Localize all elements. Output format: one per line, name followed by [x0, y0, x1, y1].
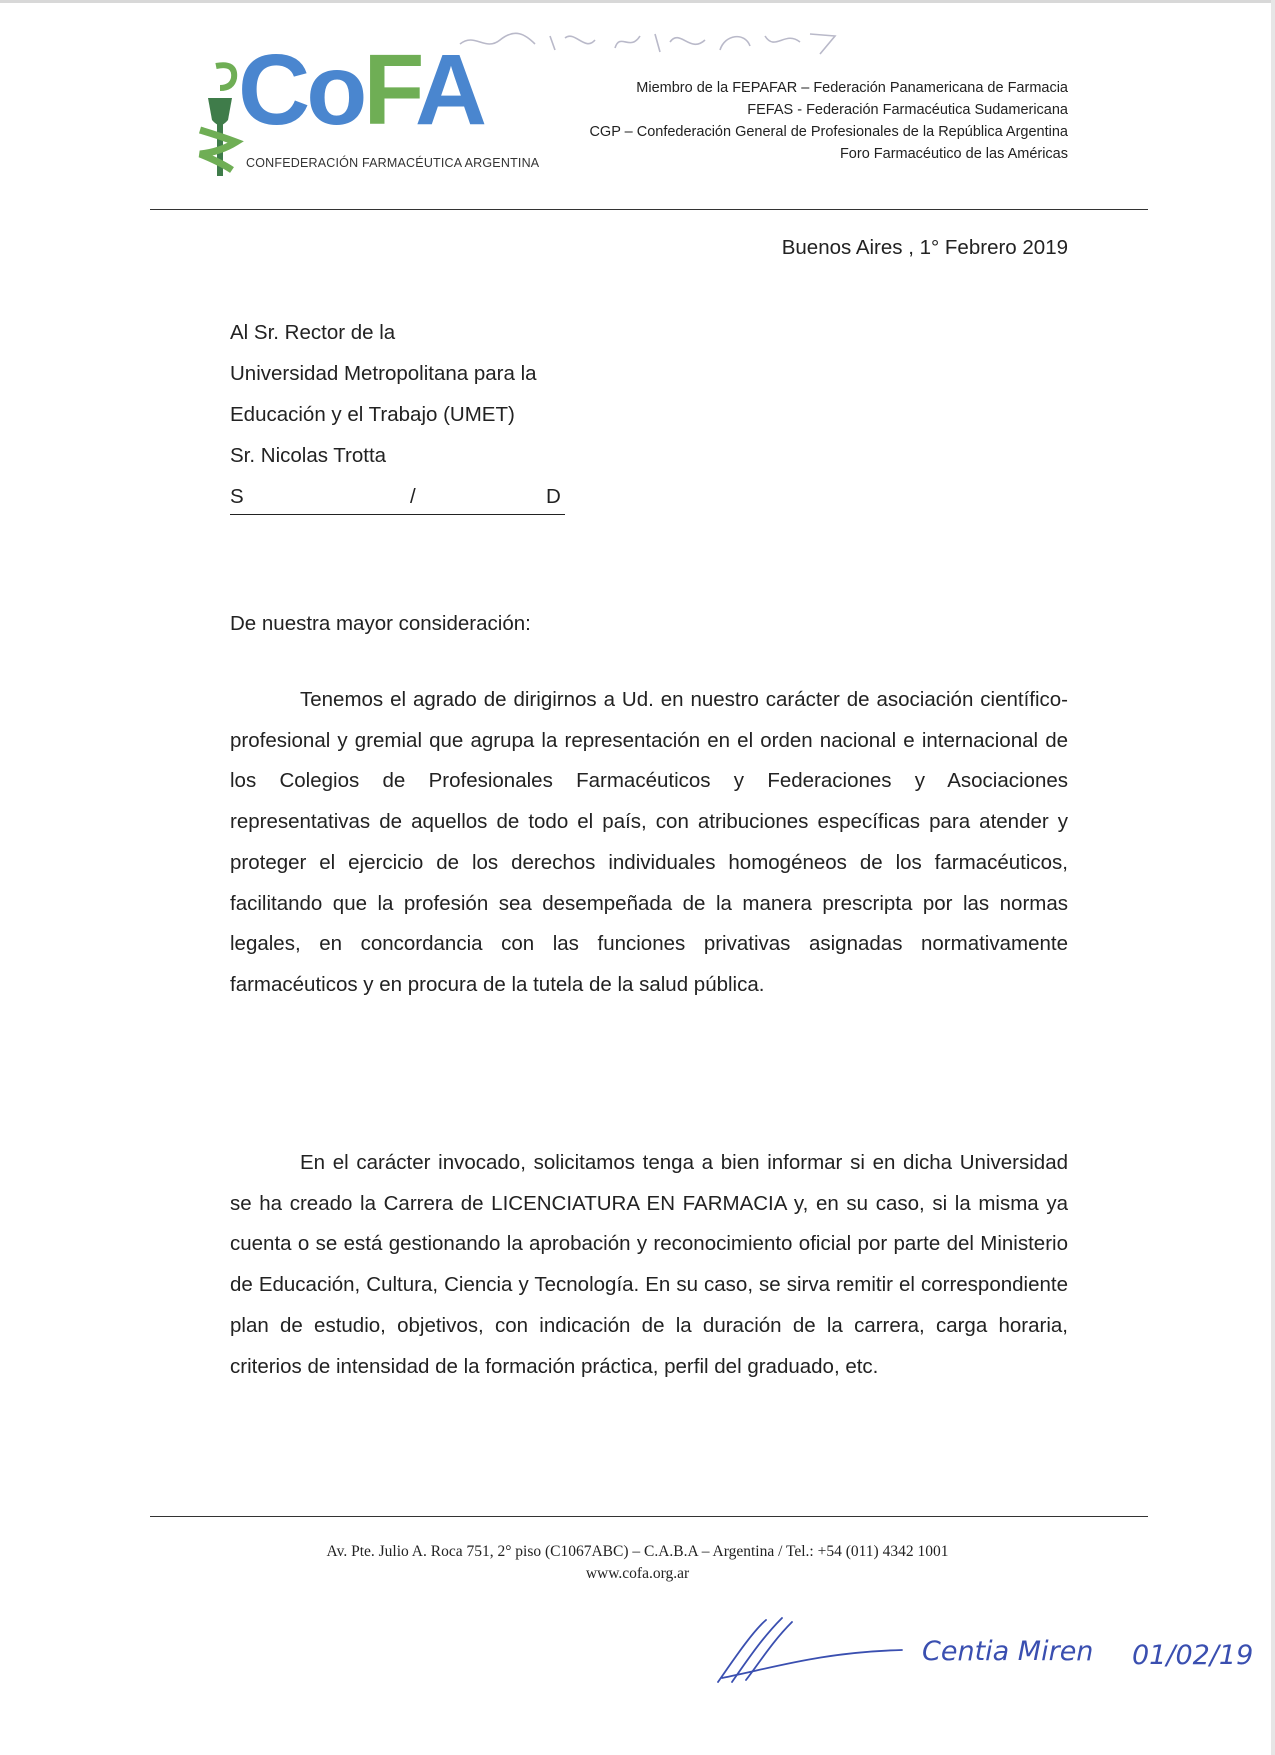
- addressee-line: Sr. Nicolas Trotta: [230, 444, 387, 467]
- addressee-block: [230, 312, 565, 515]
- salutation: De nuestra mayor consideración:: [230, 612, 531, 635]
- footer-divider: [150, 1516, 1148, 1517]
- body-paragraph: Tenemos el agrado de dirigirnos a Ud. en nuestro carácter de asociación científico-profesional y gremial que agrupa la representación en el orden nacional e internacional de los Colegios de Profesionales Farmacéuticos y Federaciones y Asociaciones representativas de aquellos de todo el país, con atribuciones específicas para atender y proteger el ejercicio de los derechos individuales homogéneos de los farmacéuticos, facilitando que la profesión sea desempeñada de la manera prescripta por las normas legales, en concordancia con las funciones privativas asignadas normativamente farmacéuticos y en procura de la tutela de la salud pública.: [230, 688, 1068, 996]
- page-edge: [0, 0, 1275, 3]
- header-divider: [150, 209, 1148, 210]
- page-edge: [1271, 0, 1275, 1755]
- logo-subtitle: CONFEDERACIÓN FARMACÉUTICA ARGENTINA: [246, 156, 540, 170]
- received-stamp-scribble: [455, 22, 865, 62]
- logo-wordmark: CoFA: [238, 34, 484, 146]
- affiliation-line: Miembro de la FEPAFAR – Federación Panamericana de Farmacia: [636, 80, 1068, 96]
- addressee-line: Al Sr. Rector de la: [230, 321, 396, 344]
- received-date: 01/02/19: [1132, 1640, 1254, 1671]
- footer-address: Av. Pte. Julio A. Roca 751, 2° piso (C1067ABC) – C.A.B.A – Argentina / Tel.: +54 (011) 4342 1001: [326, 1543, 949, 1560]
- footer-website[interactable]: www.cofa.org.ar: [585, 1565, 690, 1582]
- affiliations-block: [508, 77, 1068, 165]
- footer: [0, 1541, 1275, 1585]
- received-signature: [712, 1612, 1272, 1692]
- cofa-logo: [180, 34, 540, 182]
- addressee-line: Universidad Metropolitana para la: [230, 362, 537, 385]
- received-name: Centia Miren: [922, 1636, 1094, 1667]
- body-paragraph: En el carácter invocado, solicitamos tenga a bien informar si en dicha Universidad se ha creado la Carrera de LICENCIATURA EN FARMACIA y, en su caso, si la misma ya cuenta o se está gestionando la aprobación y reconocimiento oficial por parte del Ministerio de Educación, Cultura, Ciencia y Tecnología. En su caso, se sirva remitir el correspondiente plan de estudio, objetivos, con indicación de la duración de la carrera, carga horaria, criterios de intensidad de la formación práctica, perfil del graduado, etc.: [230, 1151, 1068, 1378]
- addressee-line: Educación y el Trabajo (UMET): [230, 403, 515, 426]
- affiliation-line: Foro Farmacéutico de las Américas: [839, 146, 1068, 162]
- letter-date: Buenos Aires , 1° Febrero 2019: [781, 236, 1068, 259]
- affiliation-line: FEFAS - Federación Farmacéutica Sudamericana: [747, 102, 1068, 118]
- sd-slash: /: [410, 485, 416, 508]
- sd-line: [230, 476, 565, 515]
- caduceus-icon: [186, 58, 246, 178]
- affiliation-line: CGP – Confederación General de Profesionales de la República Argentina: [589, 124, 1068, 140]
- sd-d: D: [546, 485, 561, 508]
- sd-s: S: [230, 485, 244, 508]
